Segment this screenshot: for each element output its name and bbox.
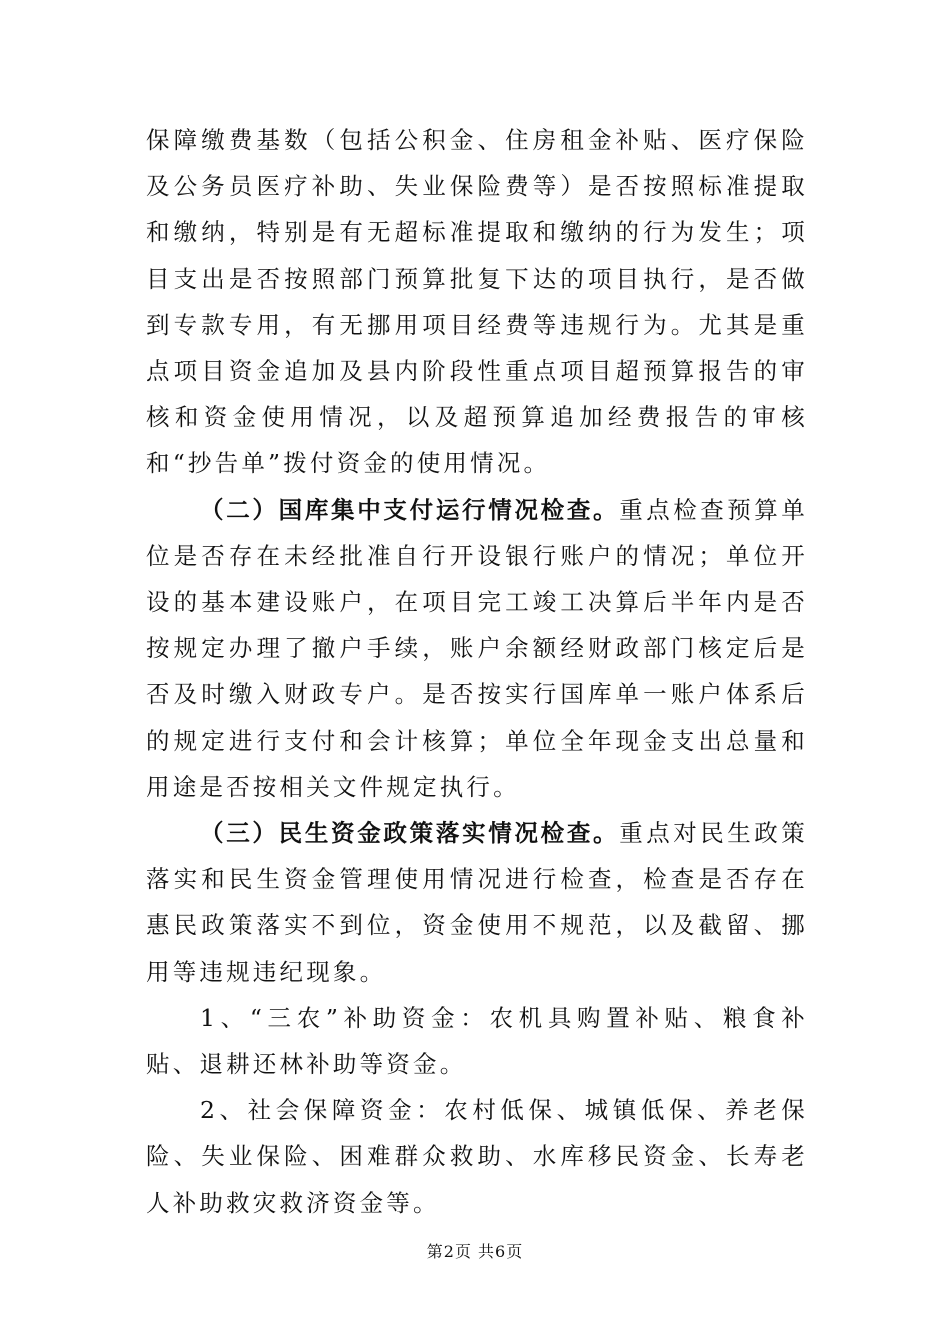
- page-number-footer: 第2页 共6页: [426, 1242, 524, 1261]
- section-heading-treasury-payment: （二）国库集中支付运行情况检查。: [200, 495, 620, 524]
- paragraph-2-text: 重点检查预算单位是否存在未经批准自行开设银行账户的情况；单位开设的基本建设账户，在项目完工竣工决算后半年内是否按规定办理了撤户手续，账户余额经财政部门核定后是否及时缴入财政专户。是否按实行国库单一账户体系后的规定进行支付和会计核算；单位全年现金支出总量和用途是否按相关文件规定执行。: [146, 495, 808, 801]
- paragraph-1-text: 保障缴费基数（包括公积金、住房租金补贴、医疗保险及公务员医疗补助、失业保险费等）是否按照标准提取和缴纳，特别是有无超标准提取和缴纳的行为发生；项目支出是否按照部门预算批复下达的项目执行，是否做到专款专用，有无挪用项目经费等违规行为。尤其是重点项目资金追加及县内阶段性重点项目超预算报告的审核和资金使用情况，以及超预算追加经费报告的审核和“抄告单”拨付资金的使用情况。: [146, 126, 808, 478]
- paragraph-5: [146, 1087, 808, 1226]
- paragraph-3-text: 重点对民生政策落实和民生资金管理使用情况进行检查，检查是否存在惠民政策落实不到位，资金使用不规范，以及截留、挪用等违规违纪现象。: [146, 819, 808, 986]
- section-heading-livelihood-funds: （三）民生资金政策落实情况检查。: [200, 819, 620, 848]
- document-body: [146, 117, 808, 1226]
- list-item-social-security-funds: 2、社会保障资金：农村低保、城镇低保、养老保险、失业保险、困难群众救助、水库移民资金、长寿老人补助救灾救济资金等。: [146, 1096, 808, 1217]
- paragraph-2: [146, 487, 808, 810]
- paragraph-3: [146, 810, 808, 995]
- paragraph-4: [146, 995, 808, 1087]
- list-item-agriculture-subsidy: 1、“三农”补助资金：农机具购置补贴、粮食补贴、退耕还林补助等资金。: [146, 1003, 808, 1079]
- paragraph-1: [146, 117, 808, 487]
